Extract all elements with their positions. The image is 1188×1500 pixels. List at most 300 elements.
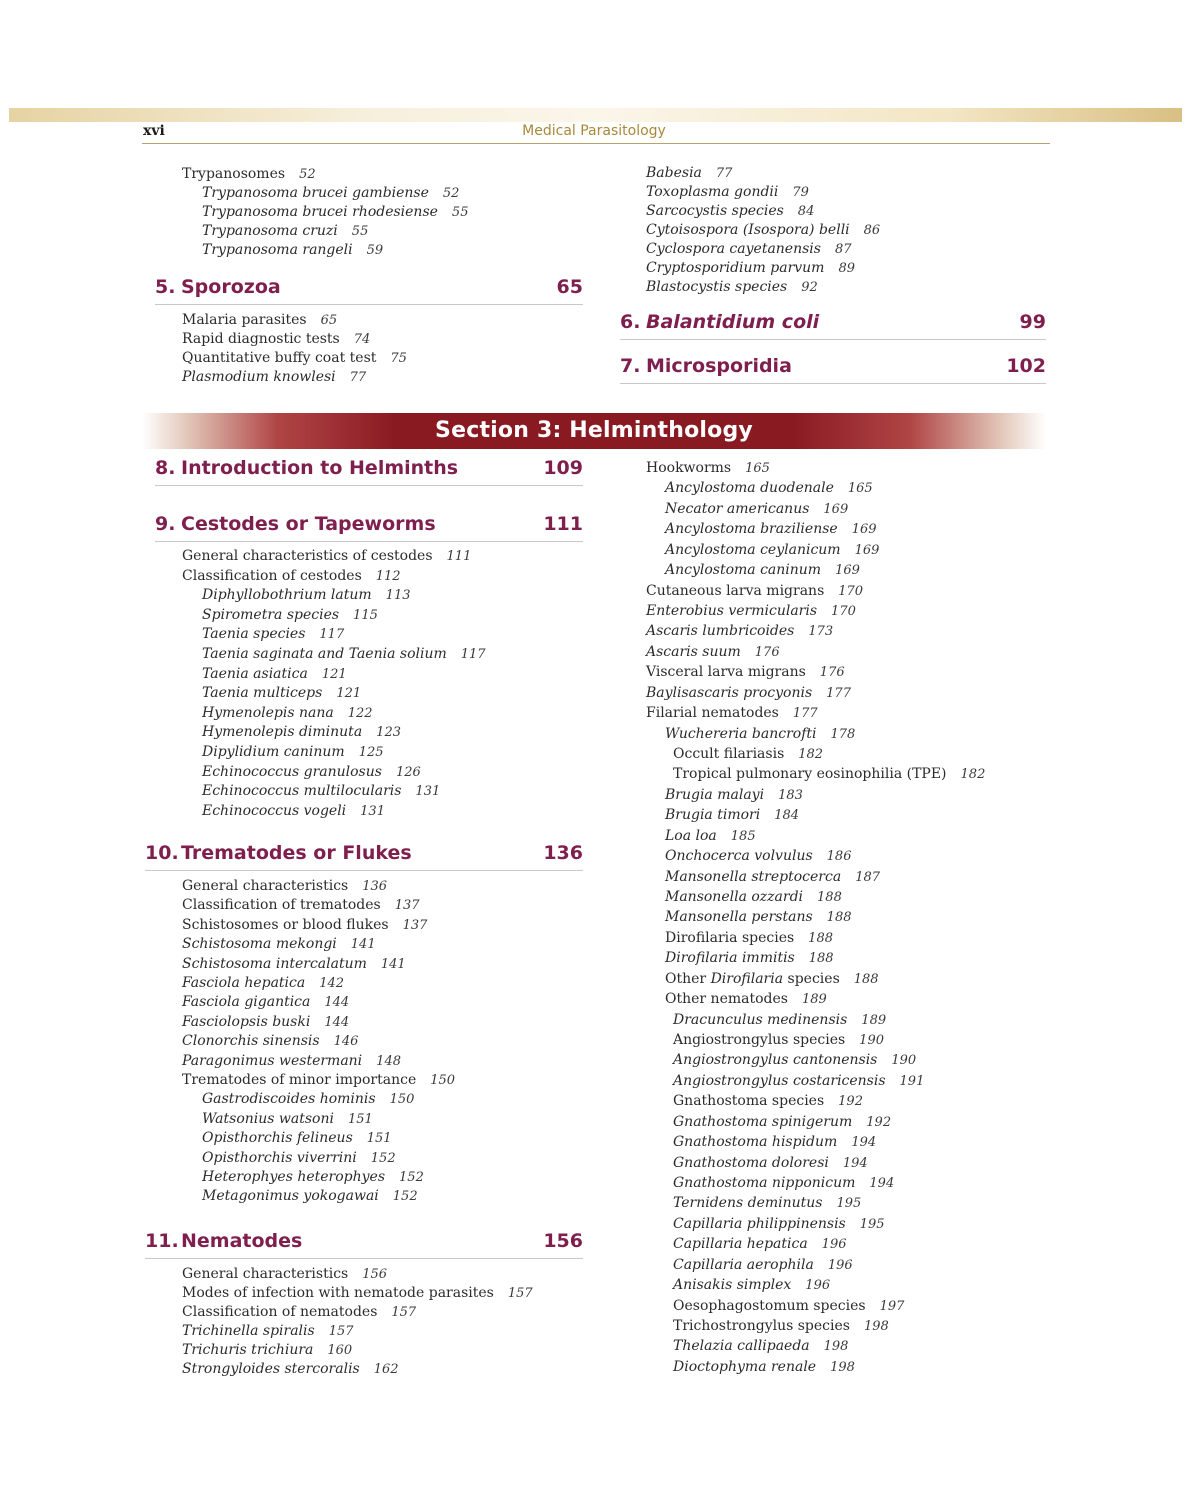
toc-entry-page: 176 — [754, 644, 780, 660]
chapter-page: 156 — [543, 1230, 583, 1252]
toc-entry[interactable] — [182, 1265, 387, 1284]
toc-entry[interactable] — [182, 1071, 455, 1090]
toc-entry[interactable] — [646, 278, 818, 297]
toc-entry-page: 182 — [960, 767, 986, 783]
toc-entry-title: Ancylostoma caninum — [665, 562, 822, 579]
toc-entry[interactable] — [202, 743, 384, 762]
toc-entry-page: 192 — [838, 1094, 863, 1110]
toc-entry-title: Trypanosoma rangeli — [202, 242, 353, 258]
toc-entry-page: 176 — [819, 665, 845, 681]
toc-entry[interactable] — [182, 896, 420, 915]
chapter-heading-11[interactable] — [145, 1228, 583, 1259]
toc-entry[interactable] — [182, 993, 349, 1012]
toc-entry[interactable] — [673, 1358, 855, 1377]
toc-entry-title: Anisakis simplex — [673, 1277, 792, 1294]
toc-entry[interactable] — [665, 500, 848, 519]
toc-entry-title: Gnathostoma spinigerum — [673, 1113, 853, 1130]
toc-entry[interactable] — [665, 949, 834, 968]
toc-entry-page: 156 — [362, 1267, 388, 1282]
toc-entry[interactable] — [646, 164, 732, 183]
toc-entry[interactable] — [182, 877, 387, 896]
toc-entry-title: Dracunculus medinensis — [673, 1011, 848, 1028]
toc-entry[interactable] — [182, 547, 471, 566]
toc-entry-title: Gnathostoma doloresi — [673, 1154, 829, 1171]
toc-entry-page: 121 — [321, 666, 347, 682]
toc-entry-page: 165 — [847, 481, 873, 497]
toc-entry-page: 192 — [866, 1114, 892, 1130]
toc-entry-title: Quantitative buffy coat test — [182, 350, 377, 366]
toc-entry[interactable] — [202, 184, 459, 203]
toc-entry-title: Trypanosoma brucei rhodesiense — [202, 204, 438, 220]
toc-entry[interactable] — [665, 725, 855, 744]
toc-entry[interactable] — [665, 847, 851, 866]
toc-entry-title: Dirofilaria immitis — [665, 950, 795, 967]
toc-entry-page: 144 — [324, 1014, 350, 1030]
toc-entry-page: 169 — [854, 542, 880, 558]
toc-entry-title: Paragonimus westermani — [182, 1052, 363, 1069]
toc-entry-page: 182 — [798, 747, 824, 763]
toc-entry[interactable] — [673, 1276, 830, 1295]
toc-entry-title: Trypanosomes — [182, 166, 286, 182]
toc-entry[interactable] — [182, 1322, 354, 1341]
toc-entry-page: 188 — [808, 930, 833, 946]
toc-entry[interactable] — [182, 1360, 399, 1379]
toc-entry-page: 194 — [851, 1135, 877, 1151]
chapter-title: Sporozoa — [181, 276, 281, 298]
toc-entry-page: 131 — [360, 803, 385, 819]
chapter-number: 11. — [145, 1230, 179, 1252]
toc-entry-title: Heterophyes heterophyes — [202, 1169, 386, 1185]
chapter-title: Balantidium coli — [646, 311, 820, 333]
toc-entry-page: 198 — [823, 1339, 849, 1355]
toc-entry-page: 157 — [507, 1286, 533, 1301]
chapter-heading-9[interactable] — [155, 511, 583, 542]
toc-entry-page: 177 — [792, 706, 818, 722]
toc-entry-title: Malaria parasites — [182, 312, 307, 328]
toc-entry-page: 184 — [774, 808, 800, 824]
toc-entry-title: Sarcocystis species — [646, 203, 784, 219]
toc-entry-page: 125 — [358, 745, 384, 760]
toc-entry-page: 59 — [366, 243, 384, 258]
toc-entry[interactable] — [665, 479, 873, 498]
toc-entry-title: Ternidens deminutus — [673, 1195, 823, 1212]
toc-entry-page: 169 — [851, 522, 877, 538]
toc-entry-page: 148 — [376, 1053, 401, 1069]
toc-entry-title: General characteristics — [182, 878, 349, 894]
toc-entry[interactable] — [665, 888, 842, 907]
toc-entry[interactable] — [202, 665, 347, 684]
toc-entry-title: Babesia — [646, 165, 702, 181]
toc-entry-page: 75 — [390, 351, 407, 366]
toc-entry-page: 160 — [327, 1343, 353, 1358]
toc-entry-title: Hymenolepis nana — [202, 704, 334, 721]
toc-entry-page: 121 — [336, 686, 362, 702]
toc-entry-page: 150 — [430, 1073, 456, 1088]
toc-entry[interactable] — [673, 1174, 894, 1193]
toc-entry[interactable] — [182, 330, 370, 349]
chapter-page: 102 — [1006, 355, 1046, 377]
toc-entry[interactable] — [182, 165, 316, 184]
header-rule — [142, 143, 1050, 144]
toc-entry[interactable] — [673, 1113, 891, 1132]
toc-entry-page: 52 — [299, 167, 316, 182]
toc-entry-title: Other Dirofilaria species — [665, 970, 840, 987]
toc-entry-title: Dipylidium caninum — [202, 744, 345, 760]
toc-entry-page: 141 — [380, 956, 406, 972]
toc-entry-title: Schistosoma intercalatum — [182, 955, 367, 972]
toc-entry-title: Fasciolopsis buski — [182, 1013, 311, 1030]
toc-entry-page: 183 — [778, 787, 803, 803]
toc-entry-title: Trichinella spiralis — [182, 1323, 315, 1339]
toc-entry-page: 126 — [395, 764, 421, 780]
toc-entry-page: 173 — [808, 624, 834, 640]
toc-entry-title: Angiostrongylus species — [673, 1032, 846, 1049]
toc-entry-title: Cutaneous larva migrans — [646, 582, 825, 599]
toc-entry-title: Wuchereria bancrofti — [665, 725, 817, 742]
toc-entry[interactable] — [665, 541, 879, 560]
toc-entry[interactable] — [202, 241, 383, 260]
chapter-heading-10[interactable] — [145, 840, 583, 871]
toc-entry-page: 188 — [817, 890, 842, 906]
toc-entry-page: 74 — [353, 332, 371, 347]
toc-entry[interactable] — [182, 1341, 352, 1360]
toc-entry-title: Occult filariasis — [673, 746, 785, 763]
toc-entry[interactable] — [202, 782, 440, 801]
toc-entry[interactable] — [673, 1194, 861, 1213]
chapter-heading-6[interactable] — [620, 309, 1046, 340]
toc-entry[interactable] — [182, 955, 406, 974]
chapter-page: 99 — [1019, 311, 1046, 333]
toc-entry-page: 190 — [859, 1033, 884, 1049]
toc-entry[interactable] — [665, 929, 833, 948]
toc-entry[interactable] — [646, 202, 814, 221]
chapter-heading-8[interactable] — [155, 455, 583, 486]
toc-entry-title: Ancylostoma braziliense — [665, 521, 838, 538]
chapter-number: 5. — [155, 276, 176, 298]
toc-entry-page: 113 — [385, 588, 411, 604]
toc-entry-page: 189 — [861, 1012, 887, 1028]
toc-entry[interactable] — [202, 684, 361, 703]
toc-entry-title: Echinococcus vogeli — [202, 802, 347, 819]
toc-entry-page: 150 — [389, 1092, 415, 1108]
toc-entry[interactable] — [673, 1011, 886, 1030]
toc-entry-title: Mansonella perstans — [665, 909, 813, 926]
toc-entry-page: 142 — [319, 976, 345, 991]
toc-entry-page: 196 — [805, 1278, 831, 1294]
toc-entry-page: 146 — [333, 1034, 359, 1050]
toc-entry-title: Dirofilaria species — [665, 929, 795, 946]
toc-entry-page: 55 — [451, 205, 469, 220]
toc-entry[interactable] — [202, 704, 373, 723]
toc-entry[interactable] — [665, 970, 879, 989]
toc-entry-title: Cryptosporidium parvum — [646, 260, 825, 276]
toc-entry[interactable] — [202, 586, 411, 605]
toc-entry-page: 157 — [391, 1305, 417, 1320]
toc-entry-page: 137 — [394, 898, 420, 914]
toc-entry[interactable] — [182, 1284, 533, 1303]
toc-entry[interactable] — [202, 1187, 418, 1206]
chapter-title: Microsporidia — [646, 355, 792, 377]
toc-entry-page: 162 — [373, 1362, 399, 1377]
toc-entry[interactable] — [646, 240, 852, 259]
chapter-page: 136 — [543, 842, 583, 864]
toc-entry-page: 196 — [827, 1257, 853, 1273]
toc-entry-title: Oesophagostomum species — [673, 1297, 866, 1314]
toc-entry-page: 187 — [855, 869, 881, 885]
toc-entry[interactable] — [673, 1215, 885, 1234]
toc-entry-page: 144 — [324, 995, 350, 1011]
toc-entry[interactable] — [646, 183, 809, 202]
toc-entry[interactable] — [182, 916, 427, 935]
toc-entry-page: 195 — [836, 1196, 862, 1212]
toc-entry-title: Taenia species — [202, 626, 306, 643]
toc-entry[interactable] — [673, 1092, 863, 1111]
toc-entry-title: General characteristics of cestodes — [182, 548, 433, 564]
toc-entry[interactable] — [665, 561, 860, 580]
toc-entry-title: Fasciola gigantica — [182, 994, 311, 1011]
chapter-page: 109 — [543, 457, 583, 479]
toc-entry-page: 188 — [808, 951, 834, 967]
toc-entry-page: 123 — [376, 725, 401, 741]
toc-entry[interactable] — [646, 459, 770, 478]
toc-entry-title: Capillaria aerophila — [673, 1256, 814, 1273]
toc-entry-title: Mansonella streptocerca — [665, 868, 842, 885]
toc-entry-page: 178 — [830, 726, 856, 742]
toc-entry-title: Capillaria hepatica — [673, 1236, 808, 1253]
toc-entry-title: Modes of infection with nematode parasites — [182, 1285, 494, 1301]
toc-entry[interactable] — [673, 765, 985, 784]
toc-entry-title: Opisthorchis felineus — [202, 1130, 353, 1147]
toc-entry[interactable] — [202, 802, 385, 821]
toc-entry[interactable] — [182, 1303, 416, 1322]
toc-entry-title: Visceral larva migrans — [646, 664, 806, 681]
toc-entry-page: 165 — [745, 461, 770, 476]
toc-entry-title: Metagonimus yokogawai — [202, 1188, 379, 1205]
toc-entry-page: 186 — [826, 849, 852, 865]
toc-entry-title: Taenia asiatica — [202, 665, 308, 682]
toc-entry[interactable] — [673, 1297, 904, 1316]
chapter-number: 9. — [155, 513, 176, 535]
toc-entry-title: Echinococcus multilocularis — [202, 783, 402, 800]
toc-entry-title: Cyclospora cayetanensis — [646, 241, 821, 257]
toc-entry-title: Gnathostoma hispidum — [673, 1134, 838, 1151]
toc-entry-title: Watsonius watsoni — [202, 1110, 334, 1127]
toc-entry-page: 84 — [797, 204, 815, 219]
toc-entry[interactable] — [665, 827, 756, 846]
toc-entry-page: 137 — [402, 917, 428, 933]
toc-entry-title: Echinococcus granulosus — [202, 763, 382, 780]
toc-entry-page: 152 — [399, 1170, 424, 1185]
toc-entry-title: Onchocerca volvulus — [665, 848, 813, 865]
toc-entry[interactable] — [673, 1317, 889, 1336]
toc-entry-title: Taenia saginata and Taenia solium — [202, 646, 447, 662]
toc-entry-title: Taenia multiceps — [202, 685, 323, 702]
toc-entry-page: 188 — [826, 910, 852, 926]
toc-entry-page: 189 — [801, 992, 827, 1008]
toc-entry-page: 198 — [830, 1359, 855, 1375]
toc-entry-title: Spirometra species — [202, 606, 340, 623]
toc-entry[interactable] — [202, 203, 468, 222]
toc-entry-title: Other nematodes — [665, 991, 788, 1008]
toc-entry-page: 141 — [350, 937, 376, 953]
toc-entry[interactable] — [182, 1013, 349, 1032]
toc-entry-page: 151 — [347, 1111, 373, 1127]
toc-entry[interactable] — [665, 520, 877, 539]
toc-entry-title: Trichostrongylus species — [673, 1318, 850, 1335]
toc-entry[interactable] — [202, 222, 368, 241]
toc-entry[interactable] — [673, 1337, 848, 1356]
toc-entry-title: Rapid diagnostic tests — [182, 331, 340, 347]
chapter-page: 65 — [556, 276, 583, 298]
toc-entry-page: 185 — [730, 828, 756, 844]
toc-entry[interactable] — [646, 704, 818, 723]
decorative-top-band — [9, 108, 1182, 122]
toc-entry-page: 122 — [347, 705, 373, 721]
toc-entry-page: 77 — [715, 166, 733, 181]
toc-entry[interactable] — [646, 663, 845, 682]
toc-entry-title: Hymenolepis diminuta — [202, 724, 363, 741]
toc-entry-page: 111 — [446, 549, 472, 564]
toc-entry-title: Ascaris lumbricoides — [646, 623, 795, 640]
toc-entry[interactable] — [665, 806, 799, 825]
toc-entry-title: Capillaria philippinensis — [673, 1215, 846, 1232]
toc-entry-title: Trematodes of minor importance — [182, 1072, 417, 1088]
toc-entry[interactable] — [202, 723, 401, 742]
toc-entry[interactable] — [673, 1051, 916, 1070]
toc-entry-title: Thelazia callipaeda — [673, 1338, 810, 1355]
toc-entry-page: 55 — [351, 224, 369, 239]
toc-entry[interactable] — [646, 622, 833, 641]
toc-entry-title: Trypanosoma cruzi — [202, 223, 338, 239]
chapter-title: Nematodes — [181, 1230, 303, 1252]
toc-entry[interactable] — [646, 221, 880, 240]
toc-entry-title: Brugia timori — [665, 807, 761, 824]
toc-entry-title: Enterobius vermicularis — [646, 603, 818, 619]
toc-entry-title: Ancylostoma ceylanicum — [665, 541, 841, 558]
toc-entry[interactable] — [673, 1031, 884, 1050]
toc-entry-page: 86 — [863, 223, 881, 238]
toc-entry-title: Classification of trematodes — [182, 897, 381, 914]
toc-entry[interactable] — [646, 259, 855, 278]
toc-entry-page: 52 — [442, 186, 460, 201]
toc-entry-title: Ancylostoma duodenale — [665, 480, 834, 497]
toc-entry-title: Classification of cestodes — [182, 567, 362, 584]
toc-entry-title: Plasmodium knowlesi — [182, 369, 336, 385]
toc-entry-page: 169 — [823, 501, 849, 517]
toc-entry[interactable] — [665, 868, 880, 887]
toc-entry-title: Angiostrongylus costaricensis — [673, 1072, 886, 1089]
toc-entry-page: 112 — [375, 568, 401, 584]
toc-entry-title: Filarial nematodes — [646, 705, 779, 722]
toc-entry[interactable] — [182, 368, 366, 387]
toc-entry[interactable] — [646, 582, 863, 601]
toc-entry[interactable] — [673, 1072, 924, 1091]
toc-entry-page: 92 — [801, 280, 818, 295]
toc-entry[interactable] — [665, 990, 827, 1009]
chapter-heading-7[interactable] — [620, 353, 1046, 384]
toc-entry-title: Blastocystis species — [646, 279, 788, 295]
toc-entry[interactable] — [182, 311, 337, 330]
chapter-number: 6. — [620, 311, 641, 333]
chapter-number: 8. — [155, 457, 176, 479]
toc-entry[interactable] — [673, 1235, 847, 1254]
chapter-title: Introduction to Helminths — [181, 457, 459, 479]
toc-entry-title: Fasciola hepatica — [182, 975, 306, 991]
toc-entry[interactable] — [202, 763, 421, 782]
toc-entry-page: 115 — [353, 607, 378, 623]
chapter-page: 111 — [543, 513, 583, 535]
toc-entry-page: 190 — [891, 1053, 917, 1069]
section-banner: Section 3: Helminthology — [142, 413, 1046, 449]
chapter-heading-5[interactable] — [155, 274, 583, 305]
toc-entry[interactable] — [202, 606, 378, 625]
toc-entry[interactable] — [673, 1133, 876, 1152]
toc-entry[interactable] — [646, 643, 780, 662]
toc-entry-title: General characteristics — [182, 1266, 349, 1282]
toc-entry[interactable] — [202, 1168, 424, 1187]
toc-entry[interactable] — [202, 645, 486, 664]
toc-entry-title: Brugia malayi — [665, 786, 765, 803]
toc-entry[interactable] — [182, 1032, 358, 1051]
toc-entry[interactable] — [182, 935, 376, 954]
toc-entry[interactable] — [182, 974, 344, 993]
toc-entry-page: 170 — [831, 604, 856, 619]
toc-entry[interactable] — [665, 908, 852, 927]
chapter-number: 7. — [620, 355, 641, 377]
toc-entry[interactable] — [202, 1149, 396, 1168]
chapter-title: Cestodes or Tapeworms — [181, 513, 436, 535]
toc-entry-title: Classification of nematodes — [182, 1304, 378, 1320]
toc-entry[interactable] — [673, 1256, 853, 1275]
toc-entry[interactable] — [673, 745, 823, 764]
toc-entry-page: 65 — [320, 313, 338, 328]
toc-entry-page: 87 — [834, 242, 852, 257]
toc-entry[interactable] — [646, 602, 856, 621]
toc-entry-title: Toxoplasma gondii — [646, 184, 779, 200]
toc-entry[interactable] — [202, 625, 344, 644]
toc-entry-title: Cytoisospora (Isospora) belli — [646, 222, 850, 238]
toc-entry-title: Hookworms — [646, 460, 732, 476]
toc-entry[interactable] — [182, 567, 401, 586]
toc-entry-title: Loa loa — [665, 827, 717, 844]
toc-entry-title: Trichuris trichiura — [182, 1342, 314, 1358]
toc-entry-page: 198 — [863, 1319, 889, 1335]
toc-entry[interactable] — [202, 1090, 414, 1109]
toc-entry[interactable] — [202, 1129, 392, 1148]
toc-entry-page: 169 — [835, 563, 860, 579]
toc-entry-page: 170 — [838, 583, 864, 599]
toc-entry-page: 117 — [460, 647, 486, 662]
toc-entry-title: Clonorchis sinensis — [182, 1033, 320, 1050]
toc-entry[interactable] — [182, 349, 407, 368]
toc-entry-title: Mansonella ozzardi — [665, 889, 804, 906]
toc-entry-page: 191 — [899, 1073, 925, 1089]
toc-entry[interactable] — [182, 1052, 401, 1071]
toc-entry-page: 194 — [842, 1155, 868, 1171]
toc-entry[interactable] — [646, 684, 851, 703]
chapter-title: Trematodes or Flukes — [181, 842, 412, 864]
toc-entry[interactable] — [673, 1154, 868, 1173]
toc-entry-title: Schistosomes or blood flukes — [182, 916, 389, 933]
page-number: xvi — [143, 123, 165, 139]
chapter-number: 10. — [145, 842, 179, 864]
toc-entry-title: Gastrodiscoides hominis — [202, 1091, 376, 1108]
toc-entry-title: Ascaris suum — [646, 643, 741, 660]
toc-entry-title: Angiostrongylus cantonensis — [673, 1052, 878, 1069]
toc-entry-title: Trypanosoma brucei gambiense — [202, 185, 429, 201]
toc-entry[interactable] — [202, 1110, 373, 1129]
toc-entry[interactable] — [665, 786, 803, 805]
